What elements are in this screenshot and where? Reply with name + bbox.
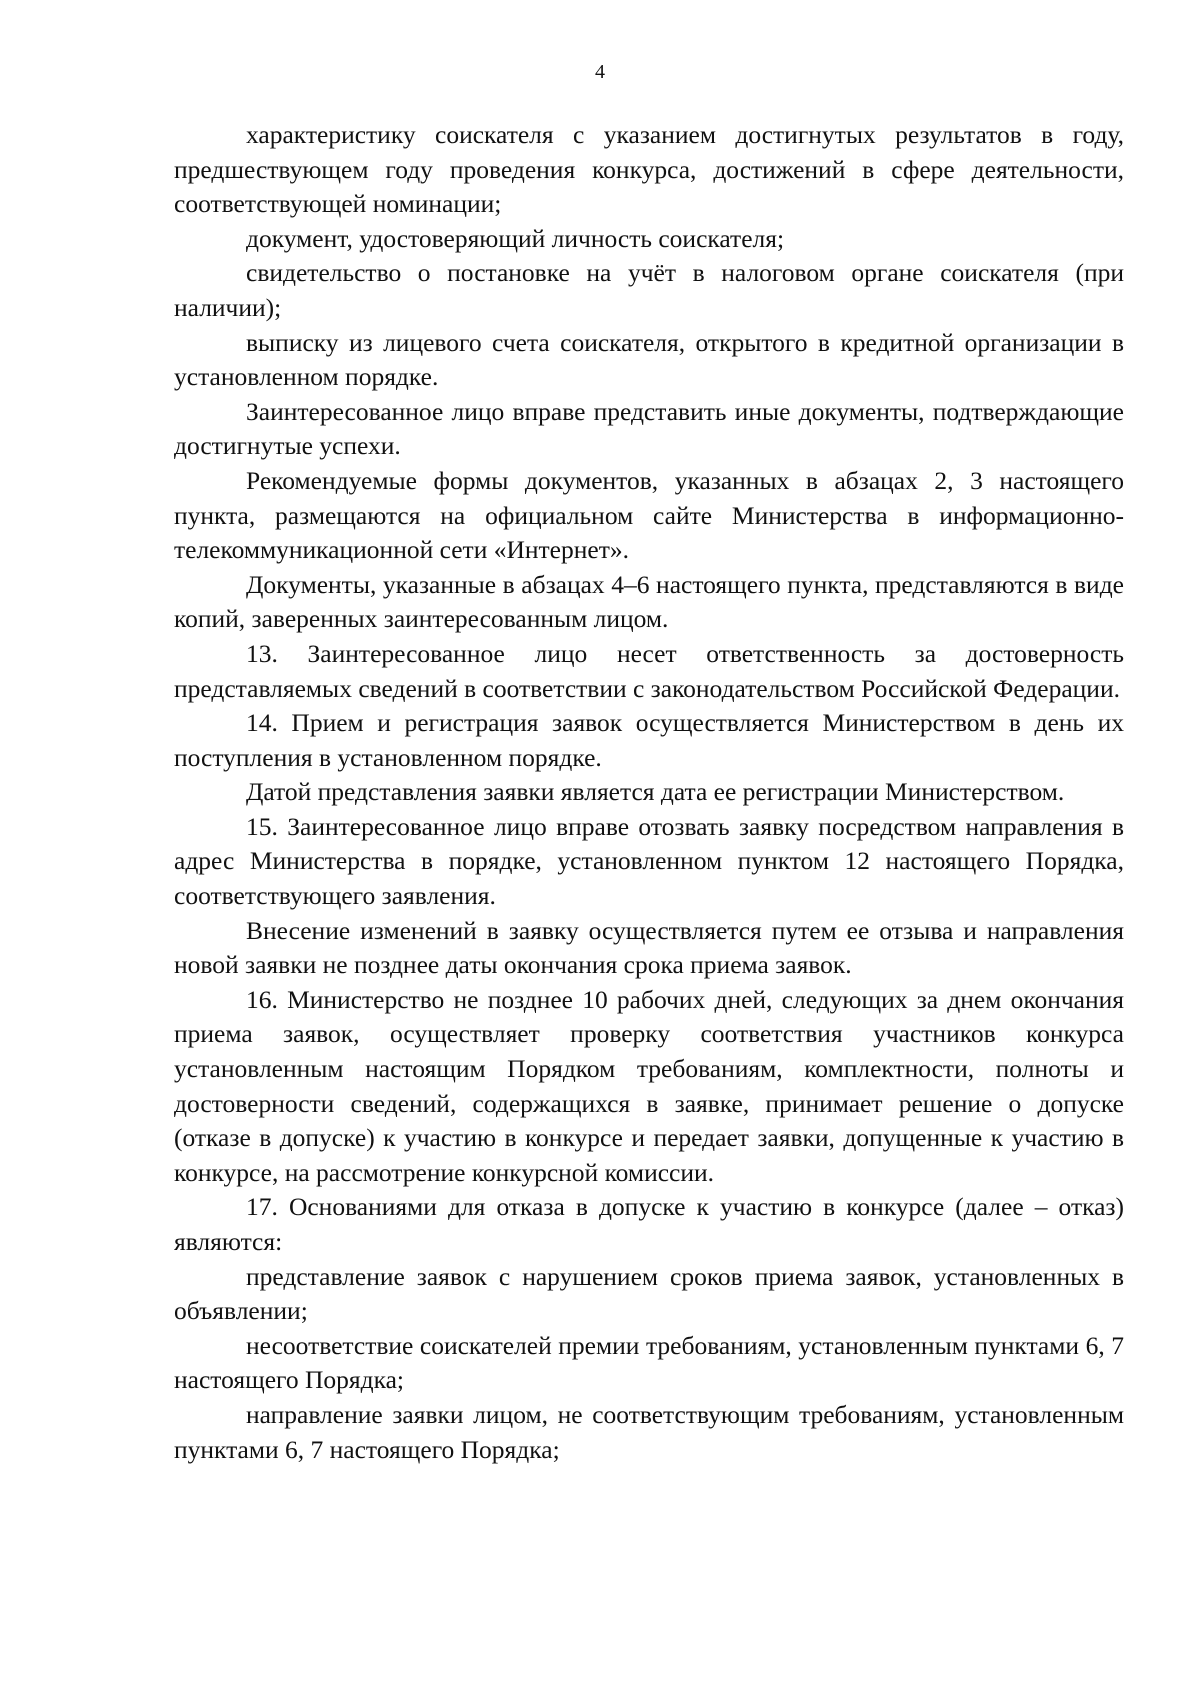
paragraph: Рекомендуемые формы документов, указанных в абзацах 2, 3 настоящего пункта, размещаются на официальном сайте Министерства в информационно-телекоммуникационной сети «Интернет». [174, 465, 1124, 565]
paragraph: представление заявок с нарушением сроков приема заявок, установленных в объявлении; [174, 1261, 1124, 1326]
paragraph: свидетельство о постановке на учёт в налоговом органе соискателя (при наличии); [174, 258, 1124, 322]
document-body [174, 118, 1124, 1467]
paragraph: Внесение изменений в заявку осуществляется путем ее отзыва и направления новой заявки не позднее даты окончания срока приема заявок. [174, 915, 1124, 980]
paragraph: 17. Основаниями для отказа в допуске к участию в конкурсе (далее – отказ) являются: [174, 1192, 1124, 1256]
paragraph: направление заявки лицом, не соответствующим требованиям, установленным пунктами 6, 7 настоящего Порядка; [174, 1399, 1124, 1464]
paragraph: 16. Министерство не позднее 10 рабочих дней, следующих за днем окончания приема заявок, осуществляет проверку соответствия участников конкурса установленным настоящим Порядком требованиям, комплектности, полноты и достоверности сведений, содержащихся в заявке, принимает решение о допуске (отказе в допуске) к участию в конкурсе и передает заявки, допущенные к участию в конкурсе, на рассмотрение конкурсной комиссии. [174, 984, 1124, 1187]
paragraph: 13. Заинтересованное лицо несет ответственность за достоверность представляемых сведений в соответствии с законодательством Российской Федерации. [174, 638, 1124, 703]
paragraph: 14. Прием и регистрация заявок осуществляется Министерством в день их поступления в установленном порядке. [174, 708, 1124, 772]
paragraph: Документы, указанные в абзацах 4–6 настоящего пункта, представляются в виде копий, заверенных заинтересованным лицом. [174, 569, 1124, 634]
paragraph: характеристику соискателя с указанием достигнутых результатов в году, предшествующем году проведения конкурса, достижений в сфере деятельности, соответствующей номинации; [174, 120, 1124, 219]
paragraph: выписку из лицевого счета соискателя, открытого в кредитной организации в установленном порядке. [174, 327, 1124, 392]
paragraph: несоответствие соискателей премии требованиям, установленным пунктами 6, 7 настоящего Порядка; [174, 1330, 1124, 1395]
paragraph: документ, удостоверяющий личность соискателя; [246, 223, 785, 253]
paragraph: Заинтересованное лицо вправе представить иные документы, подтверждающие достигнутые успехи. [174, 396, 1124, 461]
paragraph: 15. Заинтересованное лицо вправе отозвать заявку посредством направления в адрес Министерства в порядке, установленном пунктом 12 настоящего Порядка, соответствующего заявления. [174, 811, 1124, 911]
paragraph: Датой представления заявки является дата ее регистрации Министерством. [246, 777, 1065, 807]
page-number: 4 [595, 61, 605, 83]
